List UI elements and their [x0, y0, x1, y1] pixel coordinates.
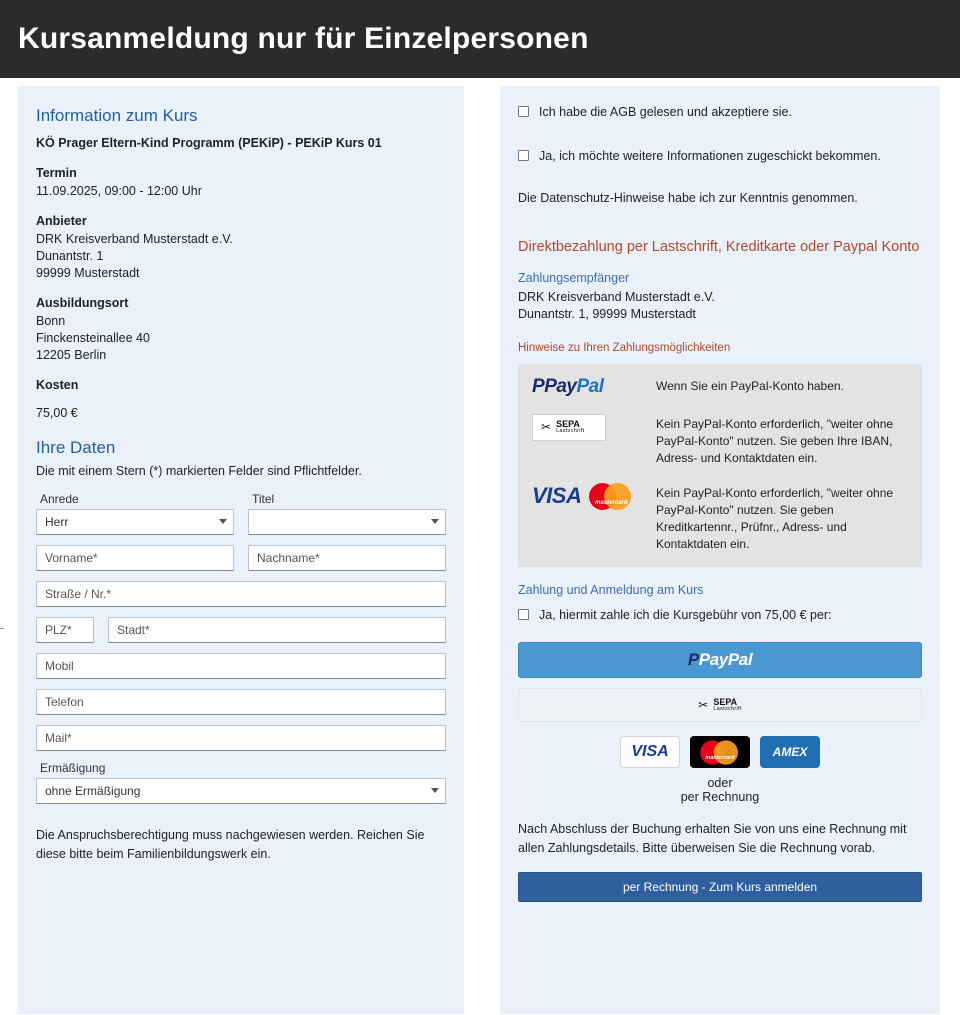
anbieter-block	[36, 214, 446, 282]
anrede-select[interactable]	[36, 509, 234, 535]
titel-select[interactable]	[248, 509, 446, 535]
telefon-input[interactable]	[36, 689, 446, 715]
anbieter-line-2: Dunantstr. 1	[36, 249, 104, 263]
ermaessigung-note: Die Anspruchsberechtigung muss nachgewiesen werden. Reichen Sie diese bitte beim Familienbildungswerk ein.	[36, 828, 425, 861]
mail-input[interactable]	[36, 725, 446, 751]
ermaessigung-select[interactable]	[36, 778, 446, 804]
fee-checkbox[interactable]	[518, 609, 529, 620]
page-edge-marker	[0, 628, 4, 629]
newsletter-label: Ja, ich möchte weitere Informationen zugeschickt bekommen.	[539, 148, 881, 163]
payment-method-paypal	[532, 376, 908, 398]
ermaessigung-field	[36, 761, 446, 804]
recipient-line-2: Dunantstr. 1, 99999 Musterstadt	[518, 307, 696, 322]
kosten-label: Kosten	[36, 378, 79, 392]
mastercard-card-button[interactable]	[690, 736, 750, 768]
vorname-input[interactable]	[36, 545, 234, 571]
stadt-input[interactable]	[108, 617, 446, 643]
row-ermaessigung	[36, 761, 446, 804]
row-mobil	[36, 653, 446, 679]
agb-checkbox[interactable]	[518, 106, 529, 117]
invoice-explanation: Nach Abschluss der Buchung erhalten Sie von uns eine Rechnung mit allen Zahlungsdetails. Bitte überweisen Sie die Rechnung vorab.	[518, 822, 907, 855]
newsletter-checkbox-row[interactable]	[518, 148, 922, 166]
sepa-icon: ✂ SEPA Lastschrift	[532, 414, 640, 441]
scissors-icon: ✂	[698, 698, 709, 713]
ausbildungsort-line-3: 12205 Berlin	[36, 348, 107, 362]
plz-field	[36, 617, 94, 643]
register-invoice-button[interactable]	[518, 872, 922, 902]
row-mail	[36, 725, 446, 751]
nachname-input[interactable]	[248, 545, 446, 571]
direct-payment-heading: Direktbezahlung per Lastschrift, Kreditkarte oder Paypal Konto	[518, 239, 920, 255]
mastercard-card-label: mastercard	[705, 755, 735, 761]
sepa-button[interactable]	[518, 688, 922, 722]
paypal-button[interactable]	[518, 642, 922, 678]
anbieter-label: Anbieter	[36, 214, 87, 228]
anrede-field	[36, 492, 234, 535]
ermaessigung-label: Ermäßigung	[40, 761, 106, 775]
page-header	[0, 0, 960, 78]
telefon-field	[36, 689, 446, 715]
nachname-field	[248, 545, 446, 571]
required-fields-hint: Die mit einem Stern (*) markierten Felder sind Pflichtfelder.	[36, 464, 362, 478]
row-name	[36, 545, 446, 571]
sepa-button-label: SEPA Lastschrift	[713, 696, 742, 713]
row-plz-stadt	[36, 617, 446, 643]
course-info-heading: Information zum Kurs	[36, 106, 198, 125]
register-invoice-label: per Rechnung - Zum Kurs anmelden	[622, 879, 818, 894]
sepa-info-text: Kein PayPal-Konto erforderlich, "weiter ohne PayPal-Konto" nutzen. Sie geben Ihre IBAN, Adress- und Kontaktdaten ein.	[656, 416, 894, 465]
kosten-block	[36, 378, 446, 392]
fee-checkbox-row[interactable]	[518, 607, 922, 625]
paypal-icon: P Pay Pal	[532, 375, 604, 397]
anbieter-line-3: 99999 Musterstadt	[36, 266, 140, 280]
row-strasse	[36, 581, 446, 607]
newsletter-checkbox[interactable]	[518, 150, 529, 161]
content-columns	[0, 78, 960, 1014]
anbieter-line-1: DRK Kreisverband Musterstadt e.V.	[36, 232, 233, 246]
your-data-heading: Ihre Daten	[36, 438, 116, 457]
ausbildungsort-block	[36, 296, 446, 364]
fee-label: Ja, hiermit zahle ich die Kursgebühr von 75,00 € per:	[539, 607, 832, 622]
kosten-value: 75,00 €	[36, 406, 78, 420]
creditcard-info-text: Kein PayPal-Konto erforderlich, "weiter ohne PayPal-Konto" nutzen. Sie geben Kreditkartennr., Prüfnr., Adress- und Kontaktdaten ein.	[656, 485, 894, 551]
recipient-line-1: DRK Kreisverband Musterstadt e.V.	[518, 290, 715, 304]
credit-card-options	[518, 736, 922, 768]
per-rechnung-text: per Rechnung	[680, 790, 760, 805]
visa-mastercard-icon: VISA mastercard	[532, 483, 640, 510]
payment-methods-info	[518, 364, 922, 567]
amex-card-label: AMEX	[772, 745, 808, 760]
visa-card-label: VISA	[631, 743, 669, 761]
termin-label: Termin	[36, 166, 77, 180]
ausbildungsort-line-1: Bonn	[36, 314, 66, 328]
termin-value: 11.09.2025, 09:00 - 12:00 Uhr	[36, 184, 202, 198]
mail-field	[36, 725, 446, 751]
mobil-field	[36, 653, 446, 679]
recipient-label: Zahlungsempfänger	[518, 271, 630, 285]
anrede-label: Anrede	[40, 492, 79, 506]
agb-checkbox-row[interactable]	[518, 104, 922, 122]
payment-method-sepa	[532, 414, 908, 467]
termin-block	[36, 166, 446, 200]
agb-label: Ich habe die AGB gelesen und akzeptiere sie.	[539, 105, 792, 119]
amex-card-button[interactable]	[760, 736, 820, 768]
paypal-button-label: PPayPal	[687, 650, 753, 670]
plz-input[interactable]	[36, 617, 94, 643]
vorname-field	[36, 545, 234, 571]
strasse-field	[36, 581, 446, 607]
payment-options-link[interactable]: Hinweise zu Ihren Zahlungsmöglichkeiten	[518, 341, 731, 354]
ausbildungsort-label: Ausbildungsort	[36, 296, 129, 310]
course-name: KÖ Prager Eltern-Kind Programm (PEKiP) - PEKiP Kurs 01	[36, 136, 382, 150]
visa-card-button[interactable]	[620, 736, 680, 768]
payment-registration-heading: Zahlung und Anmeldung am Kurs	[518, 582, 704, 597]
row-telefon	[36, 689, 446, 715]
titel-field	[248, 492, 446, 535]
row-anrede-titel	[36, 492, 446, 535]
page-title: Kursanmeldung nur für Einzelpersonen	[18, 22, 589, 55]
ausbildungsort-line-2: Finckensteinallee 40	[36, 331, 150, 345]
payment-method-creditcard	[532, 483, 908, 553]
mobil-input[interactable]	[36, 653, 446, 679]
titel-label: Titel	[252, 492, 275, 506]
paypal-info-text: Wenn Sie ein PayPal-Konto haben.	[656, 378, 844, 393]
course-info-panel	[18, 86, 464, 1014]
stadt-field	[108, 617, 446, 643]
oder-text: oder	[707, 776, 733, 791]
strasse-input[interactable]	[36, 581, 446, 607]
payment-panel	[500, 86, 940, 1014]
privacy-notice: Die Datenschutz-Hinweise habe ich zur Kenntnis genommen.	[518, 191, 858, 205]
